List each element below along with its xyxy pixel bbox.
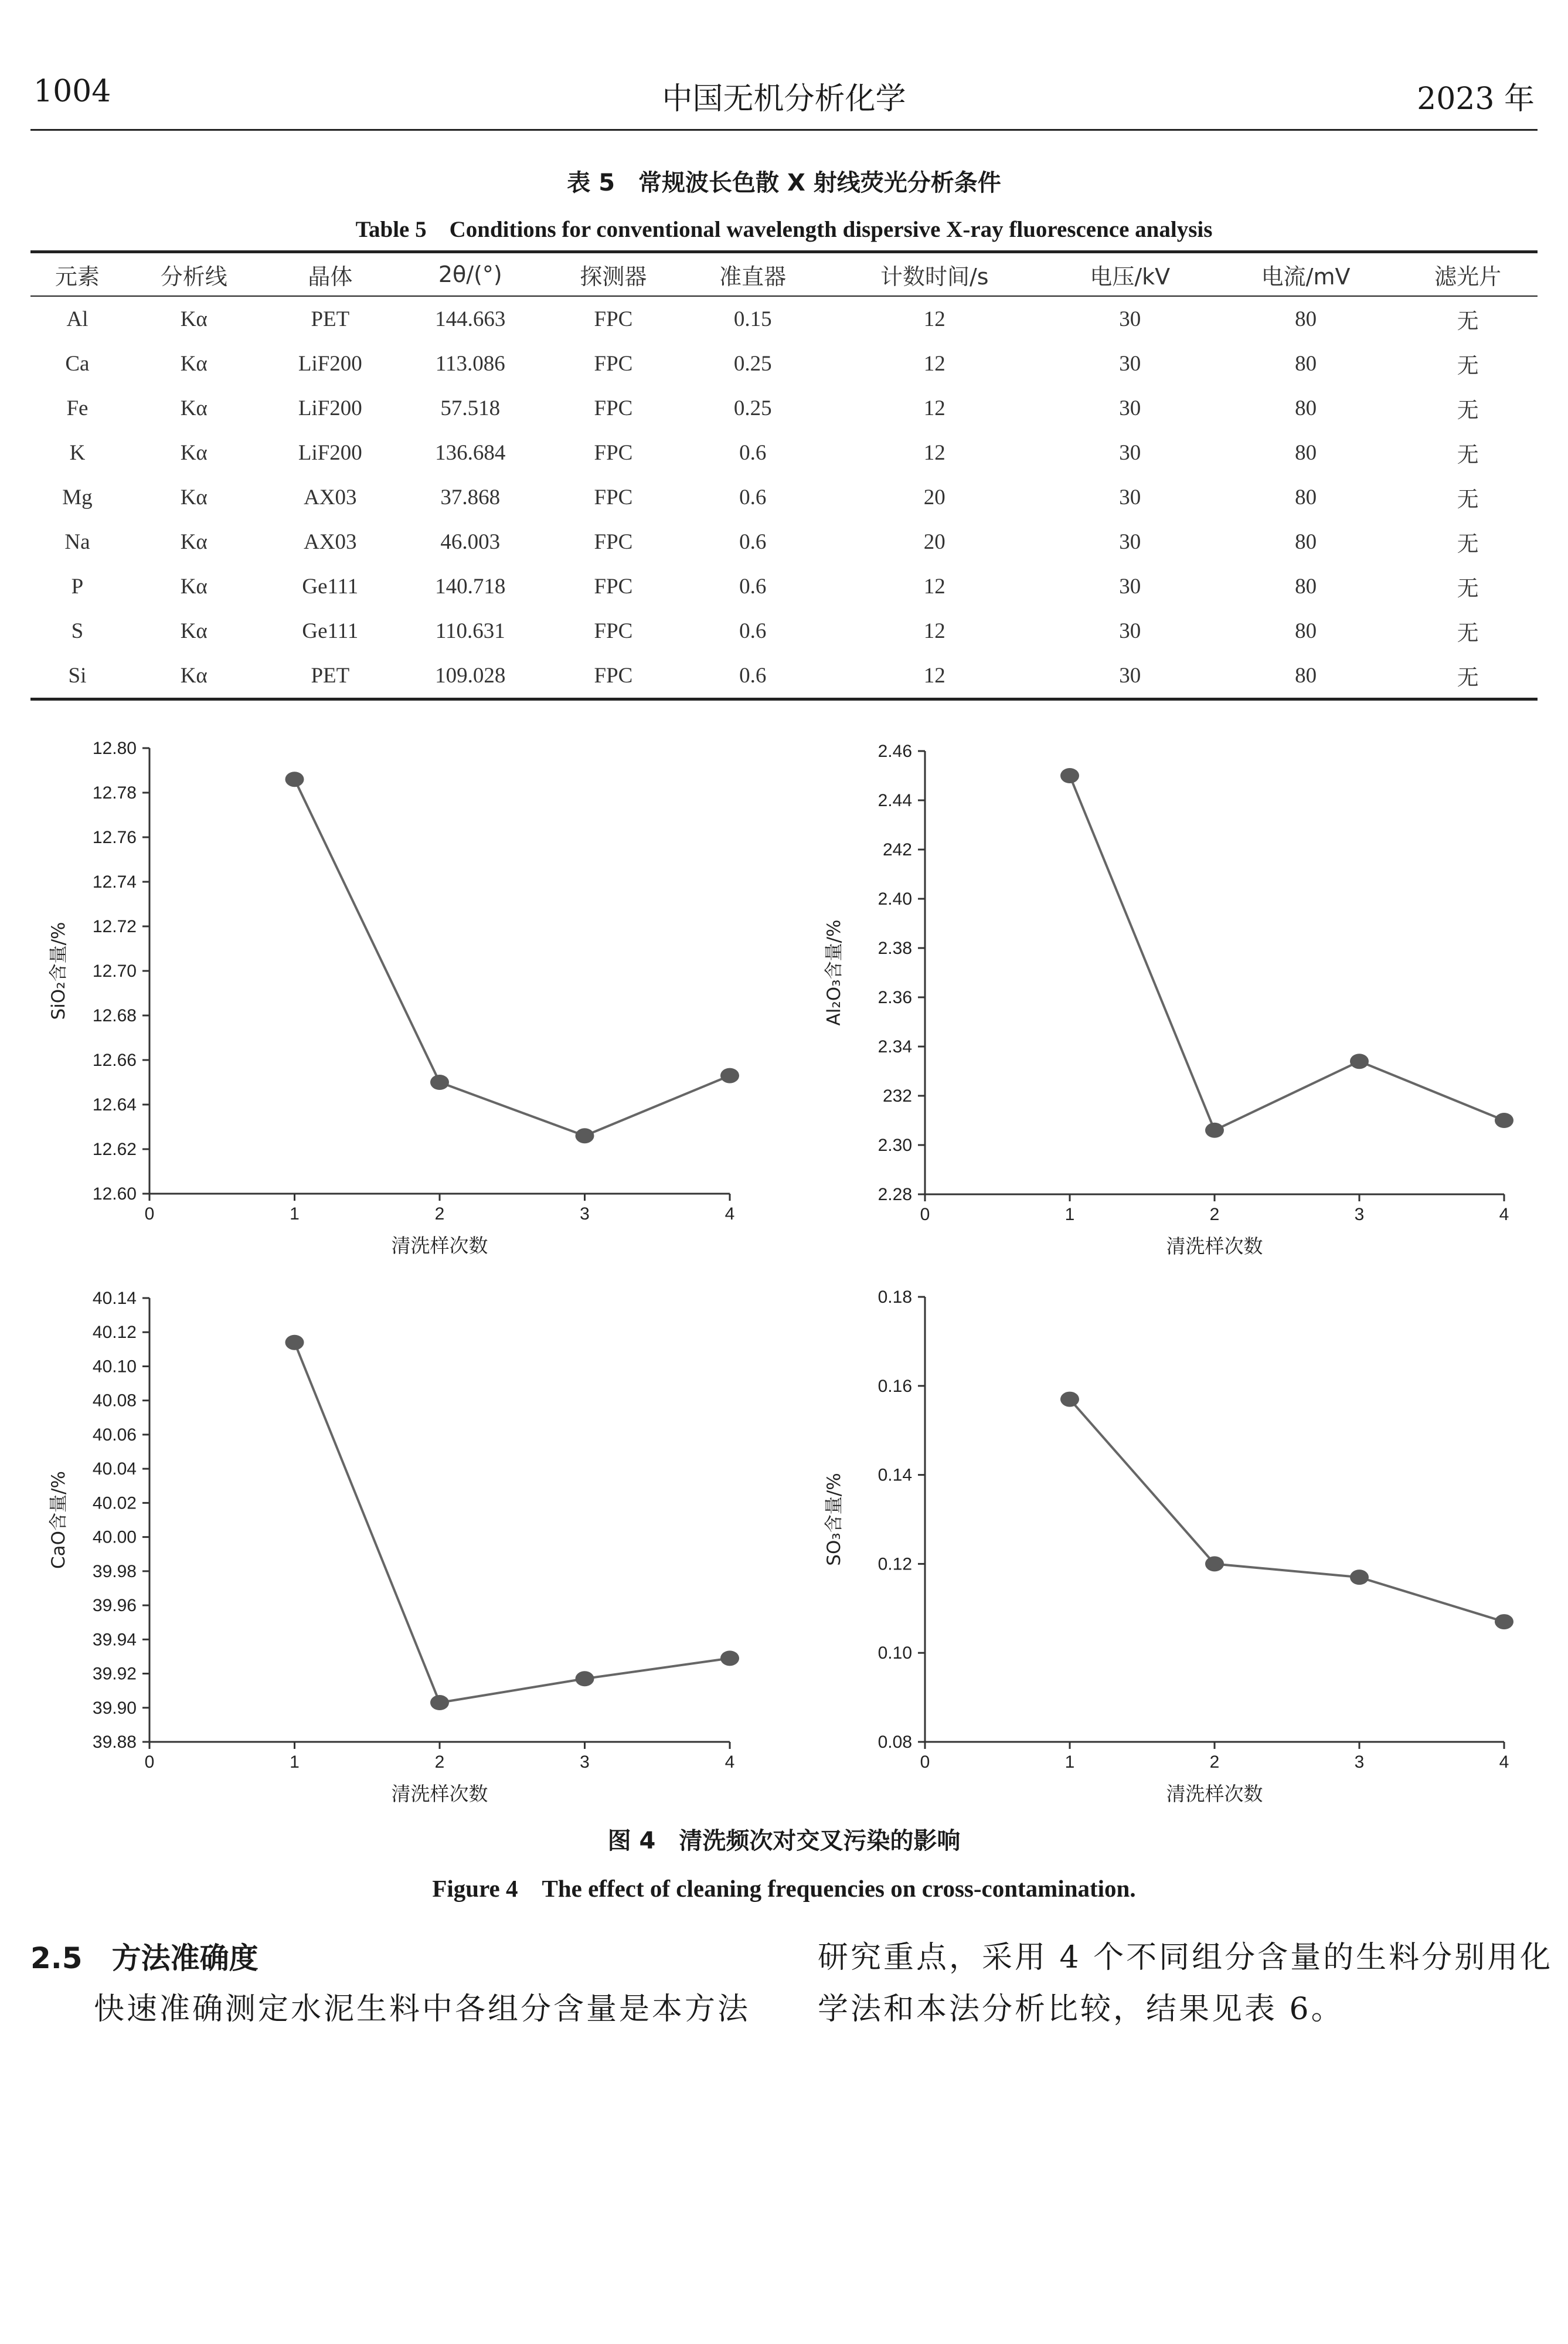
table-cell: FPC bbox=[594, 307, 633, 331]
year: 2023 年 bbox=[1417, 81, 1535, 117]
table-cell: Ge111 bbox=[302, 574, 359, 599]
y-tick-label: 12.68 bbox=[92, 1006, 137, 1025]
table-cell: 30 bbox=[1119, 529, 1141, 554]
table-cell: Kα bbox=[180, 307, 208, 331]
table-header-cell: 计数时间/s bbox=[822, 252, 1046, 297]
table-cell: 12 bbox=[923, 440, 945, 465]
table-cell: AX03 bbox=[304, 529, 357, 554]
table-cell: FPC bbox=[594, 485, 633, 509]
table-cell: 113.086 bbox=[435, 351, 505, 376]
data-point bbox=[1205, 1556, 1224, 1571]
data-point bbox=[1350, 1570, 1369, 1585]
table-cell: 0.6 bbox=[739, 440, 767, 465]
table-cell: 12 bbox=[923, 619, 945, 643]
table-cell: Kα bbox=[180, 485, 208, 509]
table-cell: 30 bbox=[1119, 574, 1141, 599]
table-cell: 30 bbox=[1119, 307, 1141, 331]
data-point bbox=[285, 1335, 304, 1350]
y-tick-label: 242 bbox=[882, 840, 912, 860]
table-cell: 30 bbox=[1119, 485, 1141, 509]
table-cell: 无 bbox=[1457, 532, 1479, 556]
table-cell: Fe bbox=[66, 396, 89, 420]
y-axis-label: CaO含量/% bbox=[48, 1471, 69, 1569]
table-cell: Si bbox=[30, 653, 124, 699]
x-tick-label: 4 bbox=[1499, 1752, 1509, 1772]
table-cell: Kα bbox=[180, 574, 208, 599]
table-cell: 80 bbox=[1295, 574, 1317, 599]
table-cell: FPC bbox=[594, 351, 633, 376]
y-tick-label: 0.14 bbox=[877, 1465, 912, 1485]
y-tick-label: 2.34 bbox=[877, 1037, 912, 1057]
x-axis-label: 清洗样次数 bbox=[1166, 1782, 1263, 1805]
y-axis-label: Al₂O₃含量/% bbox=[824, 919, 845, 1026]
table-cell: Ge111 bbox=[302, 619, 359, 643]
table-cell: 无 bbox=[1457, 621, 1479, 646]
table-cell: FPC bbox=[594, 440, 633, 465]
table-cell: Na bbox=[64, 529, 90, 554]
y-tick-label: 2.38 bbox=[877, 939, 912, 958]
x-tick-label: 0 bbox=[920, 1752, 930, 1772]
y-tick-label: 40.04 bbox=[92, 1459, 137, 1479]
x-tick-label: 0 bbox=[144, 1752, 155, 1772]
table-cell: LiF200 bbox=[298, 351, 362, 376]
table-cell: 30 bbox=[1119, 351, 1141, 376]
table-cell: 30 bbox=[1119, 440, 1141, 465]
table-cell: 0.25 bbox=[733, 396, 772, 420]
table-cell: FPC bbox=[594, 574, 633, 599]
data-point bbox=[1495, 1614, 1513, 1629]
figure-caption-en: Figure 4 The effect of cleaning frequencies on cross-contamination. bbox=[432, 1875, 1136, 1902]
x-tick-label: 4 bbox=[725, 1204, 735, 1224]
y-tick-label: 39.88 bbox=[92, 1732, 137, 1752]
y-tick-label: 39.96 bbox=[92, 1596, 137, 1616]
page-number: 1004 bbox=[33, 74, 111, 109]
table-cell: 37.868 bbox=[440, 485, 501, 509]
table-cell: 无 bbox=[1457, 577, 1479, 601]
y-tick-label: 40.08 bbox=[92, 1391, 137, 1411]
table-cell: 无 bbox=[1398, 653, 1538, 699]
table-cell: Kα bbox=[180, 529, 208, 554]
y-tick-label: 39.90 bbox=[92, 1698, 137, 1718]
table-cell: 无 bbox=[1457, 443, 1479, 467]
section-title: 2.5 方法准确度 bbox=[30, 1941, 259, 1975]
x-tick-label: 2 bbox=[1209, 1752, 1220, 1772]
y-tick-label: 12.72 bbox=[92, 917, 137, 936]
table-cell: 12 bbox=[923, 351, 945, 376]
table-cell: Ca bbox=[65, 351, 90, 376]
table-cell: 80 bbox=[1295, 307, 1317, 331]
table-cell: 80 bbox=[1213, 653, 1398, 699]
x-tick-label: 2 bbox=[434, 1752, 445, 1772]
data-point bbox=[1350, 1054, 1369, 1069]
table-cell: Kα bbox=[180, 351, 208, 376]
table-cell: 80 bbox=[1295, 485, 1317, 509]
y-tick-label: 0.16 bbox=[877, 1376, 912, 1396]
journal-title: 中国无机分析化学 bbox=[662, 81, 906, 117]
y-tick-label: 0.08 bbox=[877, 1732, 912, 1752]
table-cell: Kα bbox=[180, 440, 208, 465]
series-line bbox=[1070, 1399, 1504, 1622]
table-cell: 0.25 bbox=[733, 351, 772, 376]
table-cell: LiF200 bbox=[298, 440, 362, 465]
table-cell: 无 bbox=[1457, 354, 1479, 378]
table-cell: FPC bbox=[594, 396, 633, 420]
table-cell: P bbox=[71, 574, 84, 599]
x-axis-label: 清洗样次数 bbox=[391, 1782, 488, 1805]
data-point bbox=[1060, 1392, 1079, 1407]
y-tick-label: 40.00 bbox=[92, 1527, 137, 1547]
x-tick-label: 0 bbox=[920, 1205, 930, 1224]
series-line bbox=[295, 779, 730, 1136]
series-line bbox=[1070, 776, 1504, 1130]
y-tick-label: 40.14 bbox=[92, 1289, 137, 1308]
table-cell: Kα bbox=[180, 396, 208, 420]
y-axis-label: SO₃含量/% bbox=[824, 1473, 845, 1566]
data-point bbox=[430, 1695, 449, 1710]
x-tick-label: 1 bbox=[290, 1752, 300, 1772]
table-cell: 109.028 bbox=[397, 653, 544, 699]
x-axis-label: 清洗样次数 bbox=[391, 1234, 488, 1257]
table-cell: 144.663 bbox=[435, 307, 506, 331]
y-tick-label: 39.92 bbox=[92, 1664, 137, 1684]
table-cell: 12 bbox=[923, 307, 945, 331]
y-tick-label: 12.62 bbox=[92, 1140, 137, 1159]
table-header-cell: 电压/kV bbox=[1046, 252, 1213, 297]
table-header-cell: 分析线 bbox=[124, 252, 264, 297]
table-cell: 30 bbox=[1119, 619, 1141, 643]
y-tick-label: 12.80 bbox=[92, 739, 137, 758]
table-cell: FPC bbox=[594, 619, 633, 643]
data-point bbox=[576, 1671, 594, 1686]
table-header-cell: 2θ/(°) bbox=[397, 252, 544, 297]
y-tick-label: 0.18 bbox=[877, 1287, 912, 1307]
y-tick-label: 12.66 bbox=[92, 1051, 137, 1070]
table-cell: 30 bbox=[1046, 653, 1213, 699]
y-tick-label: 2.36 bbox=[877, 988, 912, 1007]
table-cell: 无 bbox=[1457, 488, 1479, 512]
table-cell: Kα bbox=[180, 619, 208, 643]
data-point bbox=[720, 1650, 739, 1666]
y-tick-label: 40.12 bbox=[92, 1323, 137, 1343]
table-cell: PET bbox=[311, 307, 350, 331]
data-point bbox=[720, 1068, 739, 1083]
data-point bbox=[1060, 768, 1079, 783]
x-tick-label: 3 bbox=[580, 1204, 590, 1224]
table-cell: 80 bbox=[1295, 529, 1317, 554]
y-tick-label: 40.10 bbox=[92, 1357, 137, 1377]
y-tick-label: 2.46 bbox=[877, 742, 912, 761]
y-axis-label: SiO₂含量/% bbox=[48, 922, 69, 1020]
y-tick-label: 232 bbox=[882, 1086, 912, 1106]
table-cell: 80 bbox=[1295, 440, 1317, 465]
y-tick-label: 12.64 bbox=[92, 1095, 137, 1115]
data-point bbox=[576, 1128, 594, 1143]
figure-caption-zh: 图 4 清洗频次对交叉污染的影响 bbox=[607, 1827, 961, 1854]
table-cell: 46.003 bbox=[440, 529, 501, 554]
x-tick-label: 1 bbox=[1064, 1752, 1075, 1772]
table-header-cell: 准直器 bbox=[683, 252, 822, 297]
y-tick-label: 12.60 bbox=[92, 1184, 137, 1204]
x-axis-label: 清洗样次数 bbox=[1166, 1235, 1263, 1258]
paragraph-right-line2: 学法和本法分析比较，结果见表 6。 bbox=[818, 1992, 1344, 2027]
y-tick-label: 12.76 bbox=[92, 828, 137, 847]
table-header-cell: 电流/mV bbox=[1213, 252, 1398, 297]
x-tick-label: 2 bbox=[434, 1204, 445, 1224]
table-cell: Al bbox=[66, 307, 89, 331]
x-tick-label: 1 bbox=[290, 1204, 300, 1224]
y-tick-label: 12.74 bbox=[92, 872, 137, 892]
table-cell: FPC bbox=[594, 529, 633, 554]
paragraph-left: 快速准确测定水泥生料中各组分含量是本方法 bbox=[94, 1992, 751, 2027]
table-cell: LiF200 bbox=[298, 396, 362, 420]
x-tick-label: 4 bbox=[1499, 1205, 1509, 1224]
series-line bbox=[295, 1343, 730, 1703]
table-cell: 0.6 bbox=[739, 485, 767, 509]
table-cell: FPC bbox=[544, 653, 683, 699]
table-cell: 0.6 bbox=[683, 653, 822, 699]
table-cell: PET bbox=[264, 653, 397, 699]
y-tick-label: 40.02 bbox=[92, 1493, 137, 1513]
table-cell: 12 bbox=[923, 396, 945, 420]
table-header-cell: 晶体 bbox=[264, 252, 397, 297]
table-cell: S bbox=[71, 619, 84, 643]
data-point bbox=[1205, 1123, 1224, 1138]
y-tick-label: 12.70 bbox=[92, 962, 137, 981]
table-header-cell: 元素 bbox=[30, 252, 124, 297]
x-tick-label: 3 bbox=[1354, 1752, 1365, 1772]
x-tick-label: 0 bbox=[144, 1204, 155, 1224]
table-cell: 80 bbox=[1295, 351, 1317, 376]
data-point bbox=[1495, 1113, 1513, 1128]
y-tick-label: 40.06 bbox=[92, 1425, 137, 1445]
table-cell: 无 bbox=[1457, 399, 1479, 423]
y-tick-label: 0.12 bbox=[877, 1554, 912, 1574]
table-cell: 0.6 bbox=[739, 574, 767, 599]
table-cell: 无 bbox=[1457, 310, 1479, 334]
x-tick-label: 1 bbox=[1064, 1205, 1075, 1224]
y-tick-label: 12.78 bbox=[92, 783, 137, 803]
table-cell: 30 bbox=[1119, 396, 1141, 420]
y-tick-label: 2.28 bbox=[877, 1185, 912, 1204]
table-cell: AX03 bbox=[304, 485, 357, 509]
table-cell: K bbox=[69, 440, 86, 465]
x-tick-label: 3 bbox=[1354, 1205, 1365, 1224]
table-header-cell: 滤光片 bbox=[1398, 252, 1538, 297]
table-caption-zh: 表 5 常规波长色散 X 射线荧光分析条件 bbox=[567, 169, 1001, 196]
y-tick-label: 2.40 bbox=[877, 889, 912, 909]
table-cell: 12 bbox=[822, 653, 1046, 699]
table-cell: 12 bbox=[923, 574, 945, 599]
table-cell: Mg bbox=[62, 485, 93, 509]
data-point bbox=[430, 1075, 449, 1090]
table-cell: 136.684 bbox=[435, 440, 506, 465]
table-cell: 57.518 bbox=[440, 396, 501, 420]
x-tick-label: 4 bbox=[725, 1752, 735, 1772]
table-cell: 0.15 bbox=[733, 307, 772, 331]
table-header-cell: 探测器 bbox=[544, 252, 683, 297]
x-tick-label: 2 bbox=[1209, 1205, 1220, 1224]
y-tick-label: 0.10 bbox=[877, 1643, 912, 1663]
table-cell: 110.631 bbox=[435, 619, 505, 643]
table-cell: 0.6 bbox=[739, 619, 767, 643]
table-cell: 80 bbox=[1295, 396, 1317, 420]
table-cell: Kα bbox=[124, 653, 264, 699]
y-tick-label: 39.98 bbox=[92, 1561, 137, 1581]
table-cell: 0.6 bbox=[739, 529, 767, 554]
table-cell: 140.718 bbox=[435, 574, 506, 599]
data-point bbox=[285, 772, 304, 787]
table-cell: 20 bbox=[923, 485, 945, 509]
x-tick-label: 3 bbox=[580, 1752, 590, 1772]
table-cell: 20 bbox=[923, 529, 945, 554]
y-tick-label: 39.94 bbox=[92, 1630, 137, 1650]
y-tick-label: 2.44 bbox=[877, 791, 912, 810]
paragraph-right-line1: 研究重点，采用 4 个不同组分含量的生料分别用化 bbox=[818, 1940, 1553, 1975]
y-tick-label: 2.30 bbox=[877, 1136, 912, 1155]
table-cell: 80 bbox=[1295, 619, 1317, 643]
table-caption-en: Table 5 Conditions for conventional wavelength dispersive X-ray fluorescence analysis bbox=[355, 217, 1213, 242]
